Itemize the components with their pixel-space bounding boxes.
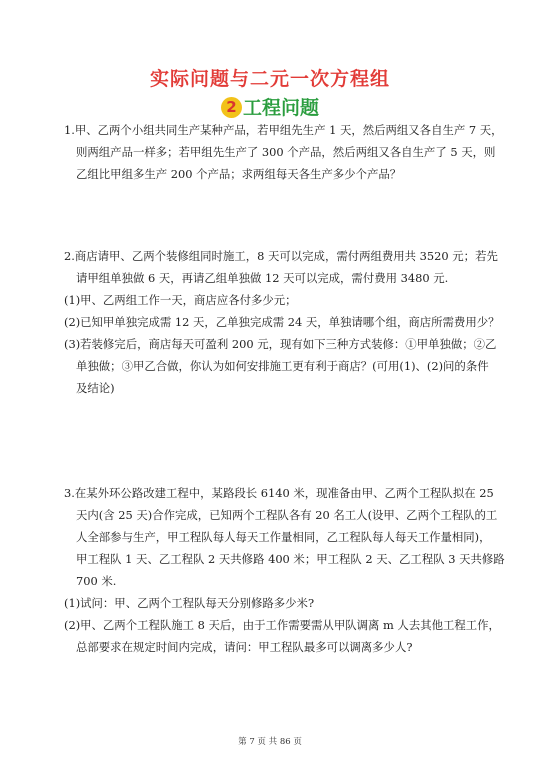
question-line: 1.甲、乙两个小组共同生产某种产品，若甲组先生产 1 天，然后两组又各自生产 7 天， <box>64 123 503 137</box>
question-line: 乙组比甲组多生产 200 个产品；求两组每天各生产多少个产品？ <box>76 167 402 181</box>
question-line: (1)试问：甲、乙两个工程队每天分别修路多少米? <box>64 596 315 610</box>
question-line: 人全部参与生产，甲工程队每人每天工作量相同，乙工程队每人每天工作量相同)， <box>76 530 491 544</box>
question-line: 及结论) <box>76 381 115 395</box>
question-line: 总部要求在规定时间内完成，请问：甲工程队最多可以调离多少人? <box>76 640 413 654</box>
section-number-badge: 2 <box>221 97 242 118</box>
question-line: 请甲组单独做 6 天，再请乙组单独做 12 天可以完成，需付费用 3480 元. <box>76 271 449 285</box>
section-subtitle-text: 工程问题 <box>242 97 319 119</box>
question-line: (1)甲、乙两组工作一天，商店应各付多少元； <box>64 293 297 307</box>
question-line: 甲工程队 1 天、乙工程队 2 天共修路 400 米；甲工程队 2 天、乙工程队 3 天共修路 <box>76 552 505 566</box>
question-3 <box>64 482 505 658</box>
question-line: 单独做；③甲乙合做，你认为如何安排施工更有利于商店？(可用(1)、(2)问的条件 <box>76 359 489 373</box>
question-line: (2)已知甲单独完成需 12 天，乙单独完成需 24 天，单独请哪个组，商店所需费用少？ <box>64 315 500 329</box>
question-line: (2)甲、乙两个工程队施工 8 天后，由于工作需要需从甲队调离 m 人去其他工程工作， <box>64 618 500 632</box>
question-line: 2.商店请甲、乙两个装修组同时施工，8 天可以完成，需付两组费用共 3520 元；若先 <box>64 249 498 263</box>
page-footer: 第 7 页 共 86 页 <box>238 737 302 747</box>
question-line: 则两组产品一样多；若甲组先生产了 300 个产品，然后两组又各自生产了 5 天，则 <box>76 145 496 159</box>
question-2 <box>64 245 500 399</box>
question-line: 3.在某外环公路改建工程中，某路段长 6140 米，现准备由甲、乙两个工程队拟在 25 <box>64 486 494 500</box>
page-title: 实际问题与二元一次方程组 <box>149 68 390 90</box>
question-line: (3)若装修完后，商店每天可盈利 200 元，现有如下三种方式装修：①甲单独做；②乙 <box>64 337 497 351</box>
section-subtitle <box>0 93 540 120</box>
question-1 <box>64 119 503 185</box>
question-line: 700 米. <box>76 574 117 588</box>
question-line: 天内(含 25 天)合作完成，已知两个工程队各有 20 名工人(设甲、乙两个工程队的工 <box>76 508 498 522</box>
